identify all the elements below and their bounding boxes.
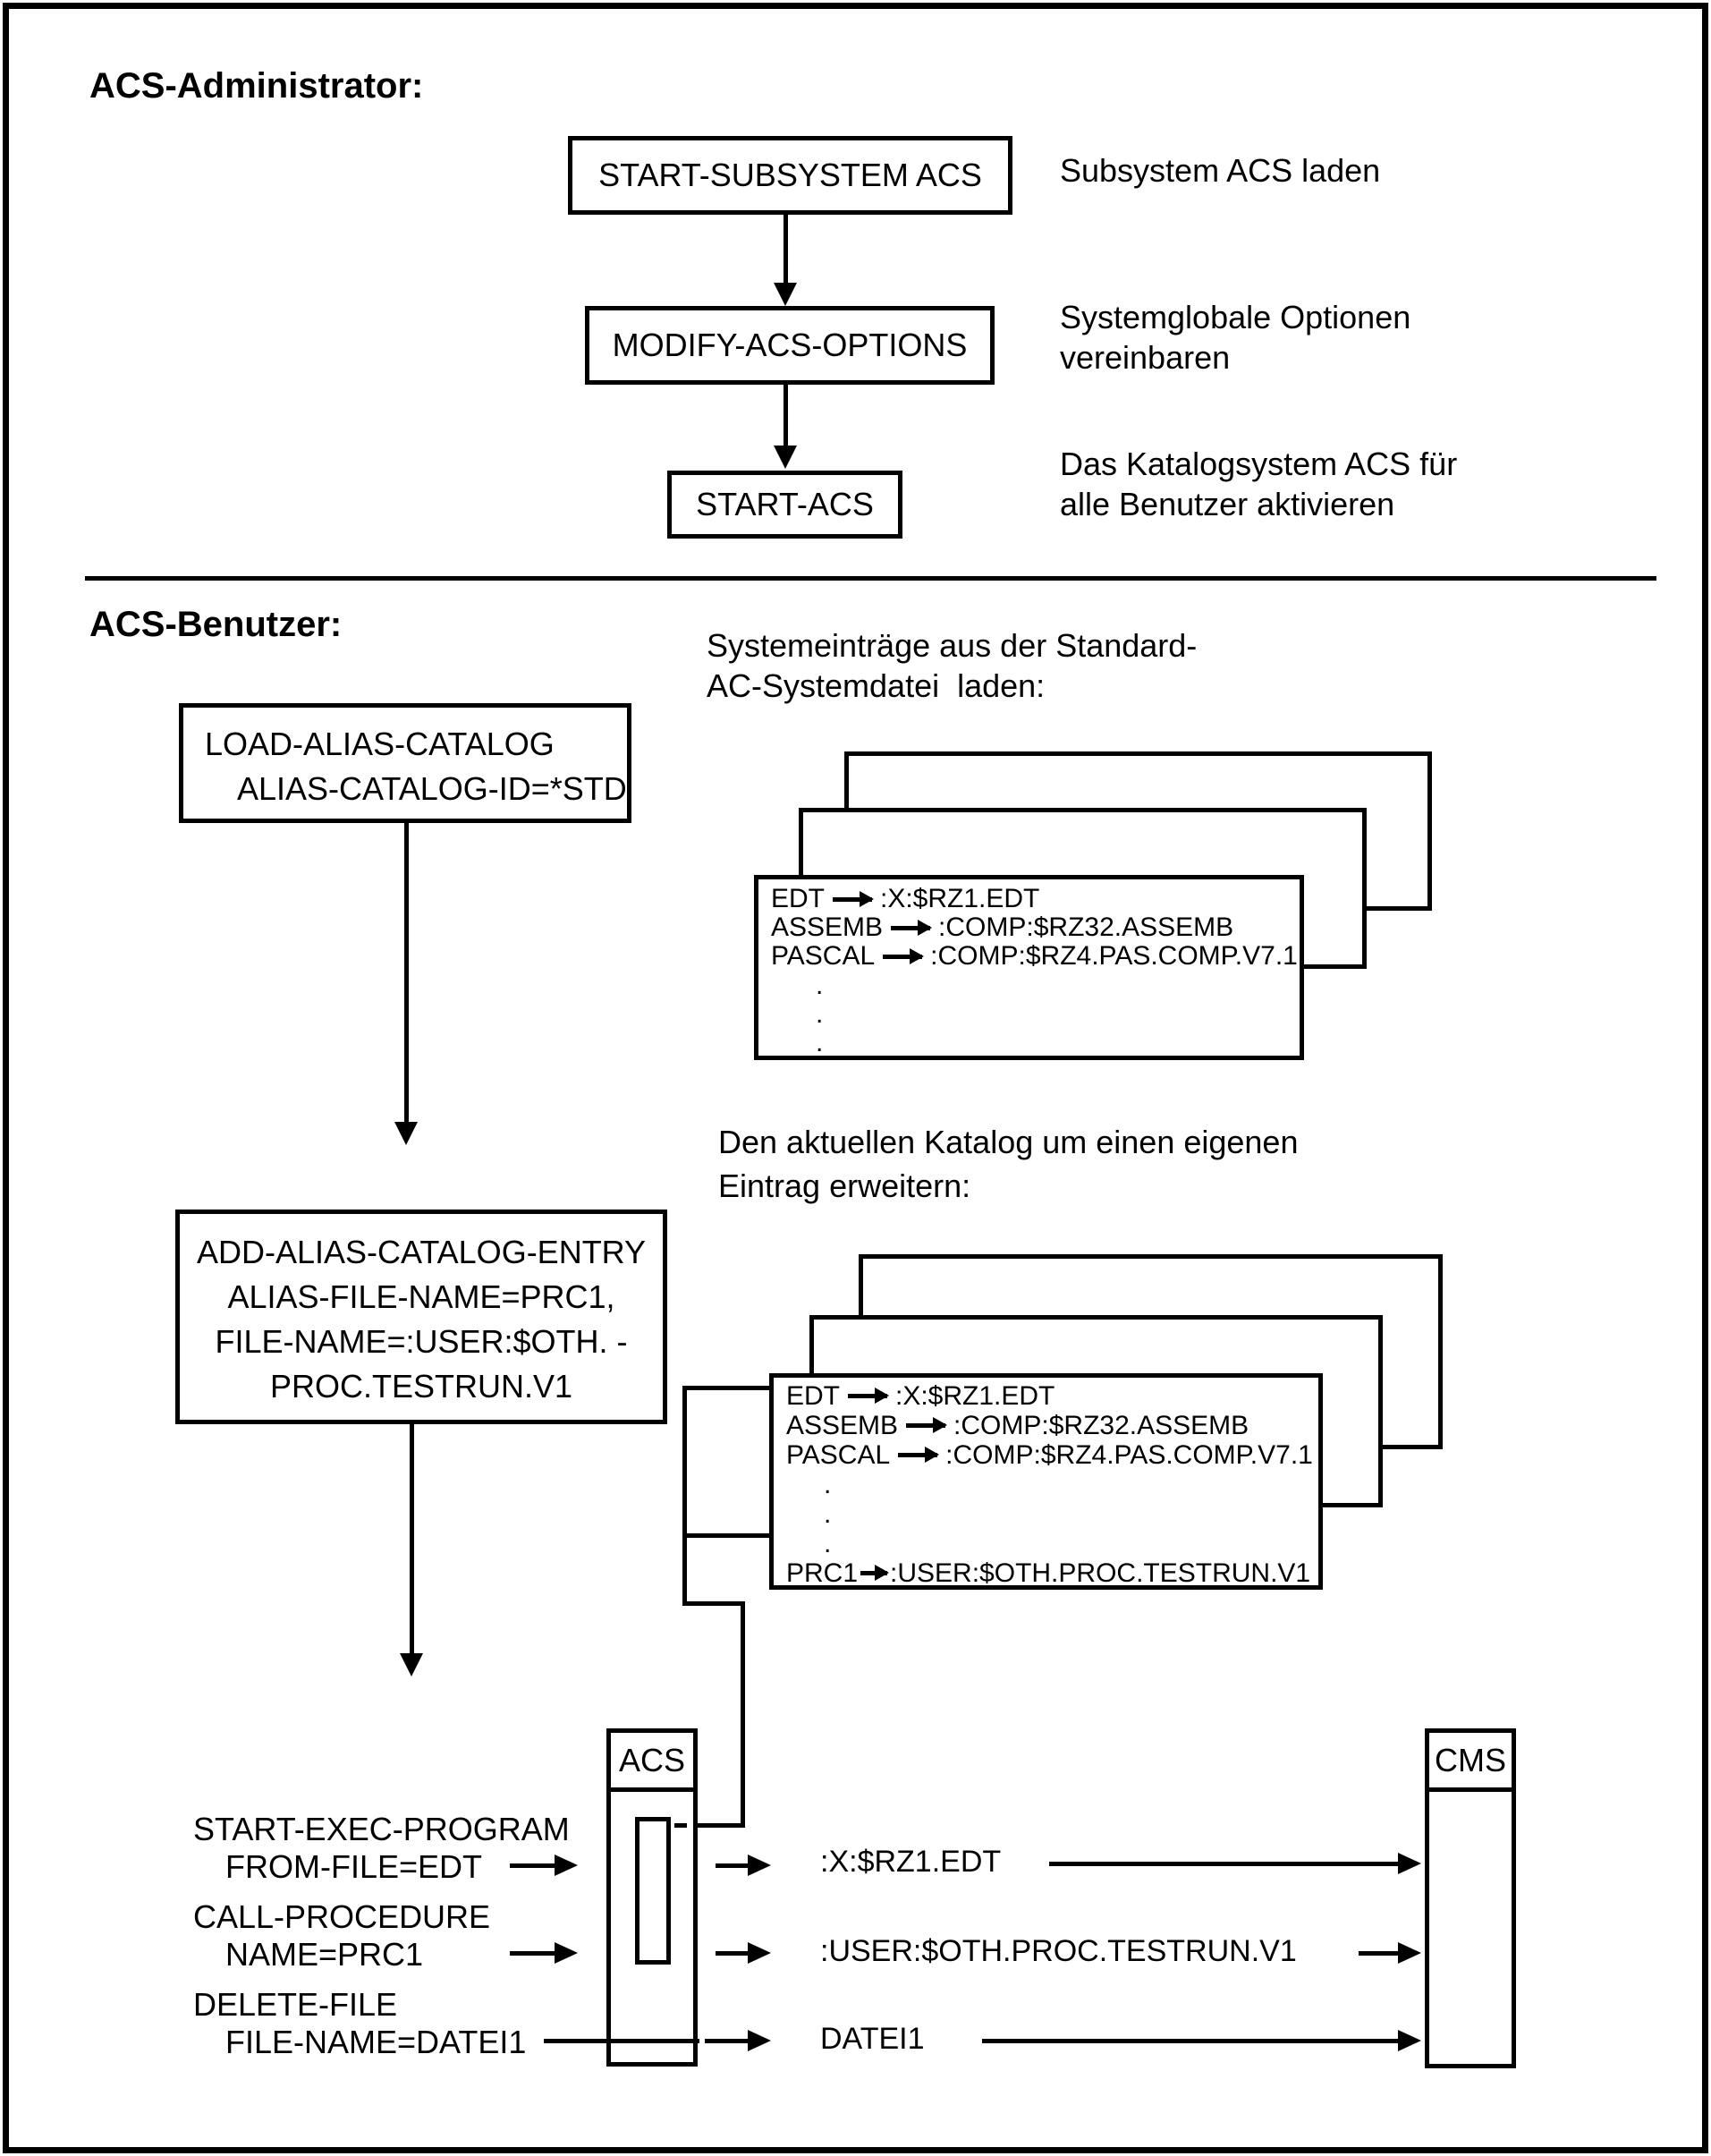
to-cms-arrow-1-shaft: [1049, 1862, 1398, 1866]
alias-target: :X:$RZ1.EDT: [895, 1380, 1055, 1411]
alias-target: :COMP:$RZ4.PAS.COMP.V7.1: [945, 1439, 1313, 1470]
acs-out-arrow-3-head: [748, 2030, 771, 2051]
ellipsis-dot: .: [816, 999, 824, 1029]
start-subsystem-note: Subsystem ACS laden: [1060, 152, 1381, 189]
alias-name: ASSEMB: [786, 1410, 899, 1440]
user-heading: ACS-Benutzer:: [89, 605, 343, 644]
add-command-line4: PROC.TESTRUN.V1: [269, 1368, 573, 1405]
catalog-connector-branch-top: [682, 1386, 769, 1390]
load-note-line2: AC-Systemdatei laden:: [707, 667, 1046, 704]
add-note-line1: Den aktuellen Katalog um einen eigenen: [718, 1124, 1299, 1160]
flow-arrow-2-shaft: [784, 385, 788, 446]
maps-to-arrow-icon: [891, 926, 930, 930]
to-cms-arrow-3-head: [1398, 2030, 1421, 2051]
ellipsis-dot: .: [816, 1028, 824, 1057]
start-subsystem-command: START-SUBSYSTEM ACS: [598, 157, 982, 193]
maps-to-arrow-icon: [906, 1423, 945, 1428]
modify-options-note-line2: vereinbaren: [1060, 339, 1231, 376]
cmd2-to-acs-arrow-shaft: [510, 1951, 555, 1956]
load-note-line1: Systemeinträge aus der Standard-: [707, 627, 1198, 664]
acs-out-arrow-3-shaft: [705, 2039, 748, 2043]
alias-name: EDT: [771, 884, 825, 913]
modify-options-note-line1: Systemglobale Optionen: [1060, 299, 1411, 335]
resolved-file-1: :X:$RZ1.EDT: [820, 1845, 1002, 1879]
alias-name: PASCAL: [786, 1439, 891, 1470]
command-call-procedure-line1: CALL-PROCEDURE: [193, 1898, 491, 1935]
alias-target: :USER:$OTH.PROC.TESTRUN.V1: [890, 1558, 1311, 1588]
flow-arrow-1-head: [774, 283, 797, 306]
catalog-entry: [758, 942, 1300, 971]
start-acs-note-line1: Das Katalogsystem ACS für: [1060, 446, 1458, 482]
catalog-entry: [774, 1381, 1318, 1411]
ellipsis-dot: .: [824, 1499, 832, 1529]
cms-system-box: [1425, 1728, 1516, 2068]
modify-acs-options-box: [585, 306, 995, 385]
start-acs-box: [667, 471, 902, 539]
command-delete-file-line1: DELETE-FILE: [193, 1986, 398, 2023]
cmd1-to-acs-arrow-shaft: [510, 1863, 555, 1868]
start-acs-command: START-ACS: [696, 486, 874, 522]
load-alias-catalog-box: [179, 703, 631, 823]
flow-arrow-1-shaft: [784, 215, 788, 283]
to-cms-arrow-2-shaft: [1359, 1951, 1398, 1956]
add-alias-catalog-entry-box: [175, 1210, 667, 1424]
catalog-entry: [774, 1411, 1318, 1440]
cmd1-to-acs-arrow-head: [555, 1855, 578, 1876]
alias-target: :COMP:$RZ32.ASSEMB: [938, 912, 1234, 942]
catalog-connector-jog: [682, 1601, 745, 1606]
alias-target: :X:$RZ1.EDT: [880, 884, 1040, 913]
catalog-entry: [758, 885, 1300, 913]
command-call-procedure-line2: NAME=PRC1: [225, 1936, 424, 1973]
cmd3-through-acs-line: [544, 2039, 699, 2043]
flow-arrow-3-shaft: [404, 821, 409, 1124]
command-delete-file-line2: FILE-NAME=DATEI1: [225, 2024, 527, 2060]
alias-name: PRC1: [786, 1558, 859, 1588]
flow-arrow-4-head: [400, 1653, 423, 1676]
ellipsis-dot: .: [824, 1529, 832, 1558]
alias-name: ASSEMB: [771, 912, 884, 942]
maps-to-arrow-icon: [848, 1394, 887, 1398]
to-cms-arrow-2-head: [1398, 1942, 1421, 1964]
add-command-line3: FILE-NAME=:USER:$OTH. -: [215, 1323, 628, 1360]
to-cms-arrow-3-shaft: [982, 2039, 1398, 2043]
cms-system-label: CMS: [1429, 1733, 1512, 1792]
modify-acs-options-command: MODIFY-ACS-OPTIONS: [612, 327, 968, 363]
catalog-entry: [758, 913, 1300, 942]
acs-out-arrow-1-head: [748, 1855, 771, 1876]
alias-target: :COMP:$RZ4.PAS.COMP.V7.1: [930, 941, 1298, 971]
catalog-connector-into-acs: [698, 1823, 744, 1828]
resolved-file-2: :USER:$OTH.PROC.TESTRUN.V1: [820, 1934, 1297, 1968]
acs-system-label: ACS: [611, 1733, 693, 1792]
add-command-line2: ALIAS-FILE-NAME=PRC1,: [227, 1278, 615, 1315]
alias-target: :COMP:$RZ32.ASSEMB: [953, 1410, 1249, 1440]
load-command-line2: ALIAS-CATALOG-ID=*STD: [237, 770, 627, 807]
flow-arrow-3-head: [394, 1122, 418, 1145]
to-cms-arrow-1-head: [1398, 1853, 1421, 1874]
catalog-std-front-sheet: [754, 875, 1304, 1060]
catalog-connector-vertical-1: [682, 1386, 687, 1606]
start-subsystem-box: [568, 136, 1012, 215]
section-divider: [85, 576, 1656, 581]
maps-to-arrow-icon: [860, 1571, 887, 1575]
maps-to-arrow-icon: [898, 1453, 937, 1457]
add-command-line1: ADD-ALIAS-CATALOG-ENTRY: [196, 1234, 647, 1270]
maps-to-arrow-icon: [833, 897, 872, 902]
admin-heading: ACS-Administrator:: [89, 66, 424, 106]
command-start-exec-line1: START-EXEC-PROGRAM: [193, 1811, 570, 1847]
acs-out-arrow-1-shaft: [716, 1863, 748, 1868]
load-command-line1: LOAD-ALIAS-CATALOG: [205, 726, 555, 762]
alias-name: EDT: [786, 1380, 840, 1411]
catalog-connector-branch-bottom: [682, 1533, 769, 1538]
acs-out-arrow-2-head: [748, 1942, 771, 1964]
acs-loaded-catalog-rect: [635, 1817, 671, 1965]
catalog-connector-vertical-2: [741, 1601, 745, 1828]
alias-name: PASCAL: [771, 941, 876, 971]
cmd2-to-acs-arrow-head: [555, 1942, 578, 1964]
command-start-exec-line2: FROM-FILE=EDT: [225, 1848, 483, 1885]
flow-arrow-2-head: [774, 446, 797, 469]
ellipsis-dot: .: [816, 971, 824, 1000]
add-note-line2: Eintrag erweitern:: [718, 1167, 971, 1204]
acs-out-arrow-2-shaft: [716, 1951, 748, 1956]
catalog-entry: [774, 1440, 1318, 1470]
catalog-entry-added: [774, 1558, 1318, 1588]
resolved-file-3: DATEI1: [820, 2022, 925, 2056]
start-acs-note-line2: alle Benutzer aktivieren: [1060, 486, 1395, 522]
maps-to-arrow-icon: [883, 955, 922, 959]
ellipsis-dot: .: [824, 1470, 832, 1499]
catalog-ext-front-sheet: [769, 1373, 1323, 1590]
acs-catalog-stub-dash: [674, 1823, 687, 1828]
flow-arrow-4-shaft: [410, 1424, 414, 1653]
